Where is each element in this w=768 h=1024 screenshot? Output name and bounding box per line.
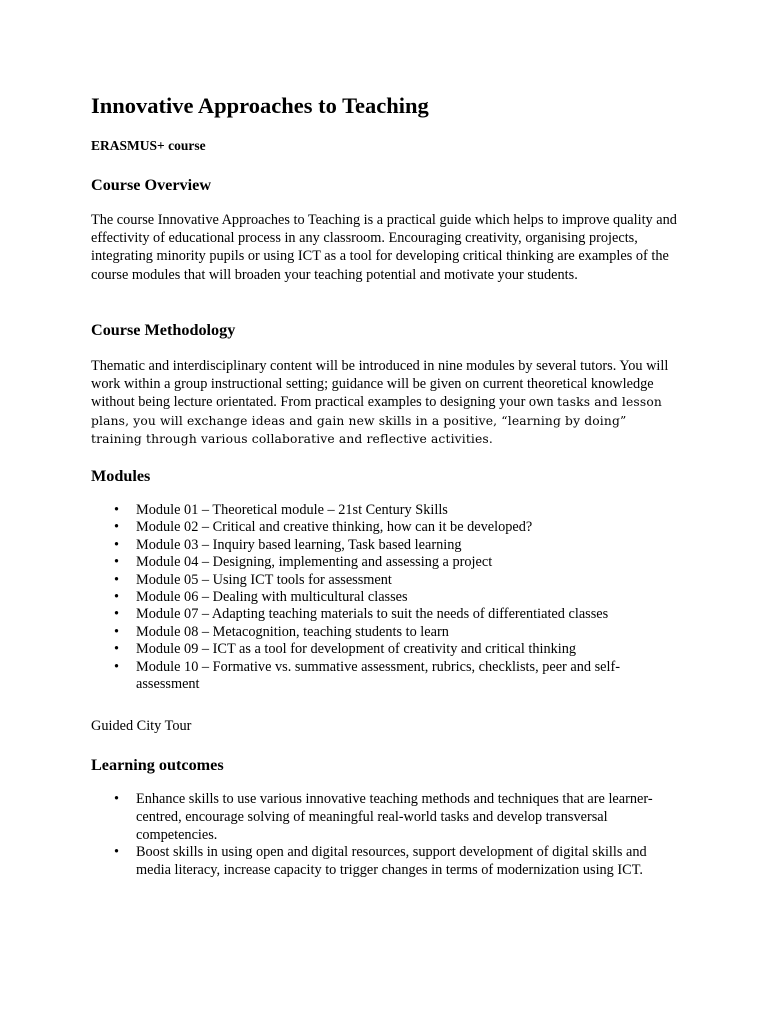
outcomes-heading: Learning outcomes (91, 756, 224, 774)
list-item (91, 502, 681, 519)
list-item (91, 844, 681, 880)
document-subtitle: ERASMUS+ course (91, 138, 206, 153)
list-item (91, 519, 681, 536)
list-item (91, 537, 681, 554)
list-item-text: Module 08 – Metacognition, teaching students to learn (136, 623, 449, 640)
list-item-text: Module 01 – Theoretical module – 21st Century Skills (136, 502, 448, 518)
bullet-icon: • (114, 641, 120, 658)
list-item-text: Module 03 – Inquiry based learning, Task based learning (136, 536, 462, 553)
list-item-text: Module 02 – Critical and creative thinking, how can it be developed? (136, 519, 533, 536)
list-item (91, 554, 681, 571)
bullet-icon: • (114, 791, 120, 807)
list-item (91, 791, 681, 844)
bullet-icon: • (114, 623, 120, 640)
methodology-text-part2: tasks and lesson plans, you will exchange ideas and gain new skills in a positive, “learning by doing” training through various collaborative and reflective activities. (91, 395, 662, 446)
list-item-text: Enhance skills to use various innovative teaching methods and techniques that are learner-centred, encourage solving of meaningful real-world tasks and develop transversal competencies. (136, 791, 653, 843)
list-item-text: Module 04 – Designing, implementing and assessing a project (136, 554, 493, 571)
methodology-text-part1: Thematic and interdisciplinary content will be introduced in nine modules by several tutors. You will work within a group instructional setting; guidance will be given on current theoretical knowledge without being lecture orientated. From practical examples to designing your own (91, 358, 669, 411)
bullet-icon: • (114, 589, 120, 606)
overview-paragraph: The course Innovative Approaches to Teaching is a practical guide which helps to improve quality and effectivity of educational process in any classroom. Encouraging creativity, organising projects, integrating minority pupils or using ICT as a tool for developing critical thinking are examples of the course modules that will broaden your teaching potential and motivate your students. (91, 212, 677, 283)
bullet-icon: • (114, 844, 120, 861)
bullet-icon: • (114, 536, 120, 553)
bullet-icon: • (114, 658, 120, 675)
overview-heading: Course Overview (91, 176, 212, 194)
bullet-icon: • (114, 606, 120, 623)
outcomes-list (91, 791, 681, 880)
modules-heading: Modules (91, 467, 151, 485)
list-item (91, 589, 681, 606)
bullet-icon: • (114, 571, 120, 588)
list-item (91, 659, 681, 694)
document-title: Innovative Approaches to Teaching (91, 93, 429, 118)
bullet-icon: • (114, 519, 120, 536)
methodology-heading: Course Methodology (91, 321, 236, 339)
methodology-paragraph (91, 357, 681, 448)
list-item-text: Module 07 – Adapting teaching materials to suit the needs of differentiated classes (136, 606, 609, 623)
modules-list (91, 502, 681, 693)
bullet-icon: • (114, 554, 120, 571)
list-item-text: Module 06 – Dealing with multicultural classes (136, 589, 408, 606)
bullet-icon: • (114, 502, 120, 518)
list-item-text: Boost skills in using open and digital resources, support development of digital skills and media literacy, increase capacity to trigger changes in terms of modernization using ICT. (136, 844, 647, 879)
list-item (91, 641, 681, 658)
list-item (91, 572, 681, 589)
list-item-text: Module 09 – ICT as a tool for development of creativity and critical thinking (136, 641, 577, 658)
list-item (91, 606, 681, 623)
guided-city-tour: Guided City Tour (91, 718, 192, 734)
list-item-text: Module 05 – Using ICT tools for assessment (136, 571, 392, 588)
list-item-text: Module 10 – Formative vs. summative assessment, rubrics, checklists, peer and self-assessment (136, 658, 621, 693)
list-item (91, 624, 681, 641)
